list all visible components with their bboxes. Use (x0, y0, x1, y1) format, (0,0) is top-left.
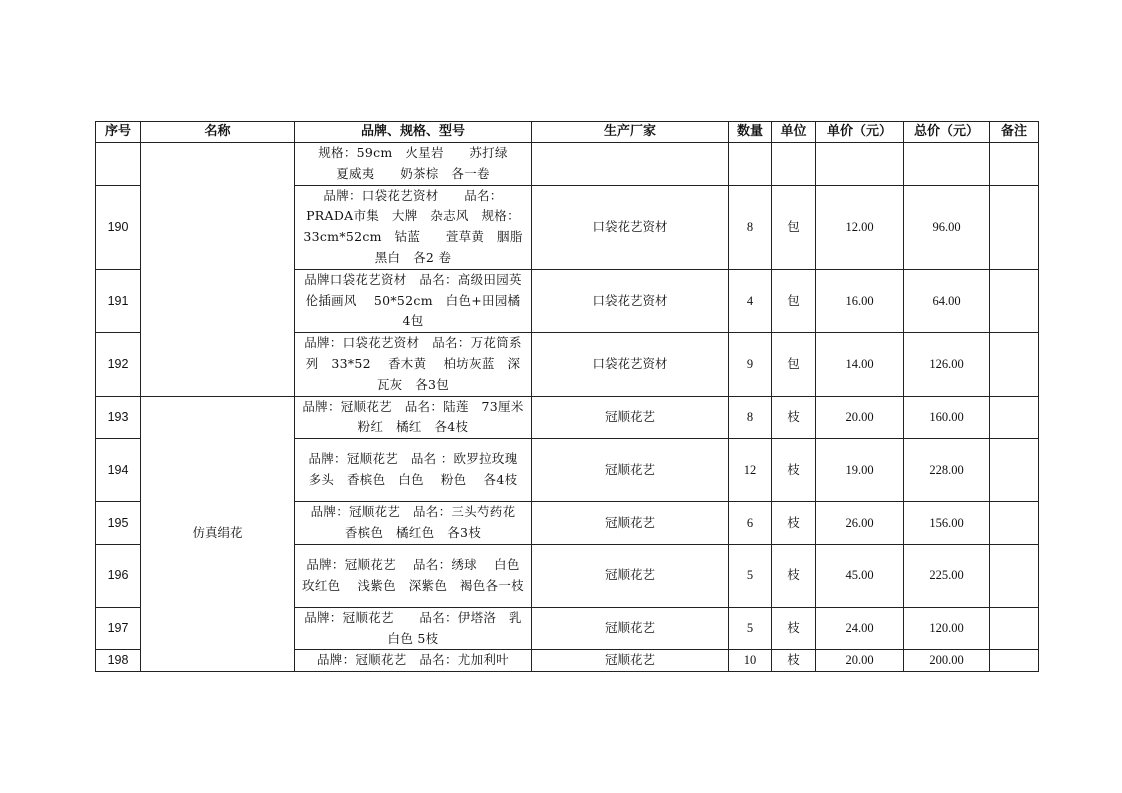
cell-qty: 8 (729, 396, 772, 439)
table-row (96, 143, 1039, 186)
cell-note (990, 269, 1039, 332)
cell-total (904, 143, 990, 186)
cell-note (990, 439, 1039, 502)
procurement-table (95, 121, 1039, 672)
cell-unit: 包 (772, 333, 816, 396)
cell-price: 45.00 (816, 544, 904, 607)
cell-qty: 5 (729, 607, 772, 650)
cell-spec: 品牌：冠顺花艺 品名：陆莲 73厘米 粉红 橘红 各4枝 (295, 396, 532, 439)
cell-unit (772, 143, 816, 186)
cell-note (990, 502, 1039, 545)
header-price: 单价（元） (816, 122, 904, 143)
cell-note (990, 650, 1039, 672)
cell-seq: 194 (96, 439, 141, 502)
cell-seq (96, 143, 141, 186)
cell-maker: 冠顺花艺 (532, 650, 729, 672)
cell-spec: 品牌：冠顺花艺 品名 ：欧罗拉玫瑰 多头 香槟色 白色 粉色 各4枝 (295, 439, 532, 502)
cell-seq: 195 (96, 502, 141, 545)
cell-qty: 12 (729, 439, 772, 502)
cell-unit: 包 (772, 185, 816, 269)
cell-qty: 5 (729, 544, 772, 607)
cell-maker: 冠顺花艺 (532, 439, 729, 502)
cell-spec: 品牌：冠顺花艺 品名：伊塔洛 乳白色 5枝 (295, 607, 532, 650)
cell-price: 20.00 (816, 650, 904, 672)
cell-unit: 包 (772, 269, 816, 332)
cell-maker: 口袋花艺资材 (532, 333, 729, 396)
cell-total: 225.00 (904, 544, 990, 607)
cell-maker: 口袋花艺资材 (532, 269, 729, 332)
cell-total: 64.00 (904, 269, 990, 332)
cell-total: 160.00 (904, 396, 990, 439)
cell-group-name: 仿真绢花 (141, 396, 295, 672)
cell-total: 200.00 (904, 650, 990, 672)
cell-price: 19.00 (816, 439, 904, 502)
cell-maker: 口袋花艺资材 (532, 185, 729, 269)
cell-maker: 冠顺花艺 (532, 607, 729, 650)
cell-total: 120.00 (904, 607, 990, 650)
cell-spec: 规格：59cm 火星岩 苏打绿 夏威夷 奶茶棕 各一卷 (295, 143, 532, 186)
cell-price (816, 143, 904, 186)
header-total: 总价（元） (904, 122, 990, 143)
cell-spec: 品牌：冠顺花艺 品名：绣球 白色 玫红色 浅紫色 深紫色 褐色各一枝 (295, 544, 532, 607)
header-name: 名称 (141, 122, 295, 143)
cell-price: 12.00 (816, 185, 904, 269)
cell-price: 16.00 (816, 269, 904, 332)
cell-price: 14.00 (816, 333, 904, 396)
cell-note (990, 185, 1039, 269)
cell-note (990, 333, 1039, 396)
header-spec: 品牌、规格、型号 (295, 122, 532, 143)
cell-note (990, 607, 1039, 650)
cell-total: 228.00 (904, 439, 990, 502)
cell-qty: 8 (729, 185, 772, 269)
header-maker: 生产厂家 (532, 122, 729, 143)
header-note: 备注 (990, 122, 1039, 143)
cell-qty (729, 143, 772, 186)
cell-name-empty (141, 143, 295, 397)
cell-seq: 196 (96, 544, 141, 607)
cell-seq: 190 (96, 185, 141, 269)
cell-qty: 9 (729, 333, 772, 396)
cell-total: 96.00 (904, 185, 990, 269)
cell-unit: 枝 (772, 439, 816, 502)
cell-note (990, 396, 1039, 439)
cell-maker (532, 143, 729, 186)
cell-seq: 197 (96, 607, 141, 650)
cell-unit: 枝 (772, 396, 816, 439)
cell-price: 24.00 (816, 607, 904, 650)
cell-maker: 冠顺花艺 (532, 544, 729, 607)
cell-total: 126.00 (904, 333, 990, 396)
cell-unit: 枝 (772, 502, 816, 545)
header-seq: 序号 (96, 122, 141, 143)
cell-maker: 冠顺花艺 (532, 502, 729, 545)
cell-qty: 4 (729, 269, 772, 332)
cell-maker: 冠顺花艺 (532, 396, 729, 439)
cell-note (990, 544, 1039, 607)
cell-spec: 品牌口袋花艺资材 品名：高级田园英伦插画风 50*52cm 白色+田园橘 4包 (295, 269, 532, 332)
cell-seq: 193 (96, 396, 141, 439)
cell-total: 156.00 (904, 502, 990, 545)
cell-note (990, 143, 1039, 186)
cell-seq: 191 (96, 269, 141, 332)
cell-price: 26.00 (816, 502, 904, 545)
cell-seq: 192 (96, 333, 141, 396)
cell-price: 20.00 (816, 396, 904, 439)
cell-spec: 品牌：口袋花艺资材 品名：PRADA市集 大牌 杂志风 规格：33cm*52cm 钴蓝 萱草黄 胭脂黑白 各2 卷 (295, 185, 532, 269)
table-row (96, 396, 1039, 439)
cell-spec: 品牌：冠顺花艺 品名：尤加利叶 (295, 650, 532, 672)
cell-seq: 198 (96, 650, 141, 672)
header-unit: 单位 (772, 122, 816, 143)
header-row (96, 122, 1039, 143)
cell-qty: 10 (729, 650, 772, 672)
cell-unit: 枝 (772, 607, 816, 650)
cell-unit: 枝 (772, 650, 816, 672)
cell-spec: 品牌：冠顺花艺 品名：三头芍药花 香槟色 橘红色 各3枝 (295, 502, 532, 545)
header-qty: 数量 (729, 122, 772, 143)
cell-unit: 枝 (772, 544, 816, 607)
cell-spec: 品牌：口袋花艺资材 品名：万花筒系列 33*52 香木黄 柏坊灰蓝 深瓦灰 各3包 (295, 333, 532, 396)
cell-qty: 6 (729, 502, 772, 545)
